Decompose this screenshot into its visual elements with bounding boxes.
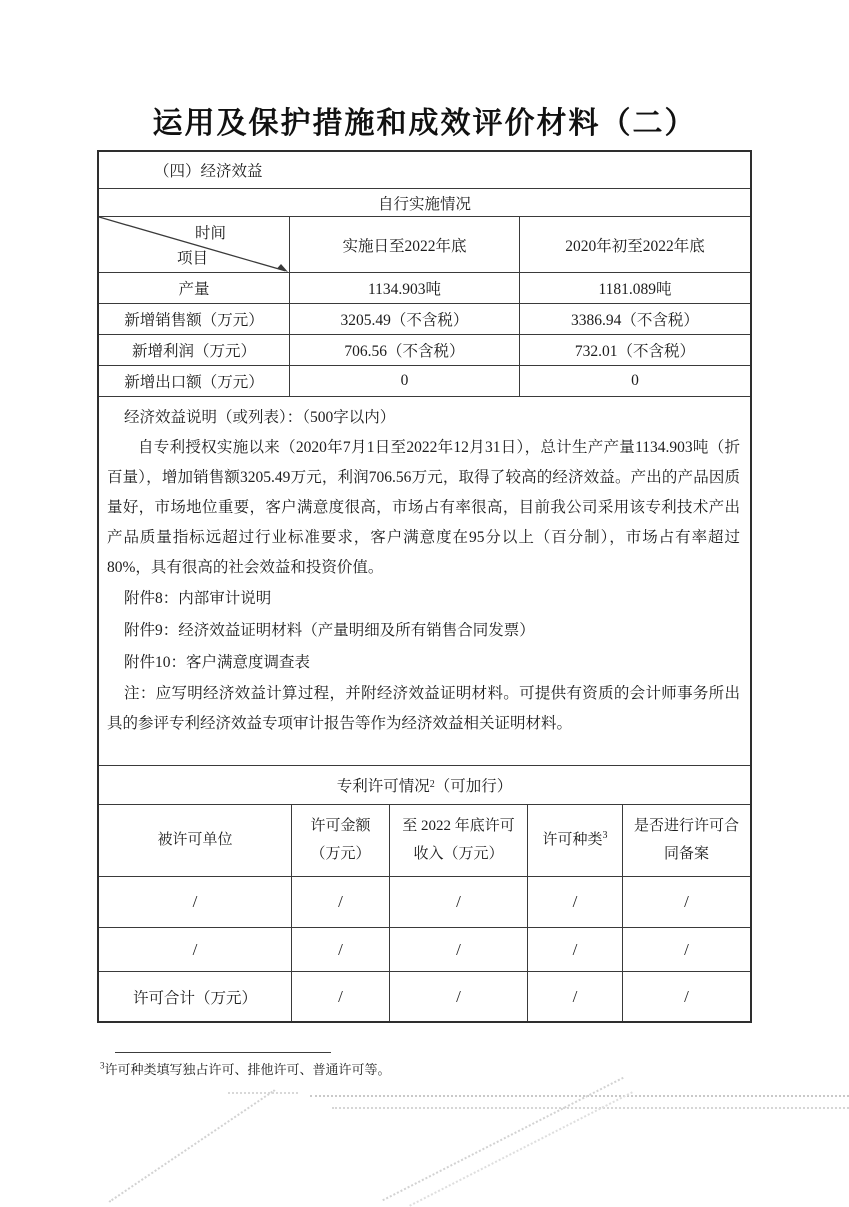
- page-title: 运用及保护措施和成效评价材料（二）: [152, 107, 697, 140]
- matrix-corner-cell: [99, 217, 289, 272]
- license-total-income: /: [389, 972, 527, 1021]
- license-row1-licensee: /: [192, 892, 198, 911]
- footnote-number: 3: [100, 1060, 105, 1071]
- attachment-8-line: 附件8：内部审计说明: [124, 590, 272, 607]
- license-row1-income: /: [389, 877, 527, 927]
- production-row-label: 产量: [178, 281, 210, 298]
- new-export-value-period2: 0: [519, 366, 750, 396]
- license-heading-suffix: （可加行）: [434, 778, 513, 795]
- license-row2-type: /: [527, 928, 622, 971]
- new-sales-row-label: 新增销售额（万元）: [124, 312, 264, 329]
- economic-benefit-explanation-cell: [99, 396, 750, 765]
- production-value-period1: 1134.903吨: [289, 273, 519, 303]
- self-implementation-subheading: 自行实施情况: [99, 188, 750, 216]
- new-export-row-label: 新增出口额（万元）: [124, 374, 264, 391]
- production-row: [99, 272, 750, 303]
- new-sales-value-period2: 3386.94（不含税）: [519, 304, 750, 334]
- new-profit-row: [99, 334, 750, 365]
- column-header-2020-to-2022: 2020年初至2022年底: [519, 217, 750, 272]
- license-row1-amount: /: [291, 877, 389, 927]
- license-row2-amount: /: [291, 928, 389, 971]
- license-total-row: [99, 971, 750, 1021]
- license-header-income-to-2022: 至 2022 年底许可收入（万元）: [389, 805, 527, 876]
- scan-artifact: [109, 1089, 276, 1202]
- license-total-filing: /: [622, 972, 750, 1021]
- license-row1-type: /: [527, 877, 622, 927]
- license-section-heading: 专利许可情况 2 （可加行）: [99, 765, 750, 804]
- scan-artifact: [310, 1095, 849, 1097]
- production-value-period2: 1181.089吨: [519, 273, 750, 303]
- license-data-row-2: [99, 927, 750, 971]
- evaluation-form-table: [97, 150, 752, 1023]
- new-profit-value-period1: 706.56（不含税）: [289, 335, 519, 365]
- explanation-label: 经济效益说明（或列表）：（500字以内）: [124, 409, 396, 426]
- footnote-text: 许可种类填写独占许可、排他许可、普通许可等。: [104, 1062, 391, 1077]
- item-axis-label: 项目: [177, 250, 209, 267]
- license-row2-licensee: /: [192, 939, 198, 959]
- license-data-row-1: [99, 876, 750, 927]
- license-heading-text: 专利许可情况: [336, 778, 430, 795]
- new-export-row: [99, 365, 750, 396]
- license-header-amount: 许可金额（万元）: [291, 805, 389, 876]
- column-header-implementation-to-2022: 实施日至2022年底: [289, 217, 519, 272]
- license-row2-filing: /: [622, 928, 750, 971]
- new-export-value-period1: 0: [289, 366, 519, 396]
- license-header-contract-filing: 是否进行许可合同备案: [622, 805, 750, 876]
- new-profit-value-period2: 732.01（不含税）: [519, 335, 750, 365]
- license-header-licensee: 被许可单位: [157, 831, 233, 848]
- license-header-row: [99, 804, 750, 876]
- explanation-paragraph: 自专利授权实施以来（2020年7月1日至2022年12月31日），总计生产产量1134.903吨（折百量），增加销售额3205.49万元，利润706.56万元，取得了较高的经济效益。产出的产品因质量好，市场地位重要，客户满意度很高，市场占有率很高，目前我公司采用该专利技术产出产品质量指标远超过行业标准要求，客户满意度在95分以上（百分制），市场占有率超过80%，具有很高的社会效益和投资价值。: [107, 439, 740, 576]
- attachment-9-line: 附件9：经济效益证明材料（产量明细及所有销售合同发票）: [124, 622, 535, 639]
- license-row1-filing: /: [622, 877, 750, 927]
- scan-artifact: [332, 1107, 849, 1109]
- license-total-amount: /: [291, 972, 389, 1021]
- new-profit-row-label: 新增利润（万元）: [131, 343, 256, 360]
- license-total-type: /: [527, 972, 622, 1021]
- economic-benefit-section-heading: （四）经济效益: [154, 163, 263, 180]
- license-total-label: 许可合计（万元）: [132, 989, 257, 1007]
- footnote: [100, 1059, 391, 1078]
- matrix-header-row: [99, 216, 750, 272]
- license-row2-income: /: [389, 928, 527, 971]
- explanation-note: 注：应写明经济效益计算过程，并附经济效益证明材料。可提供有资质的会计师事务所出具的参评专利经济效益专项审计报告等作为经济效益相关证明材料。: [107, 685, 740, 732]
- new-sales-row: [99, 303, 750, 334]
- time-axis-label: 时间: [195, 225, 227, 242]
- new-sales-value-period1: 3205.49（不含税）: [289, 304, 519, 334]
- scan-artifact: [228, 1092, 298, 1094]
- license-header-type: 许可种类$^3$: [527, 805, 622, 876]
- footnote-separator: [115, 1052, 331, 1053]
- attachment-10-line: 附件10：客户满意度调查表: [124, 654, 311, 671]
